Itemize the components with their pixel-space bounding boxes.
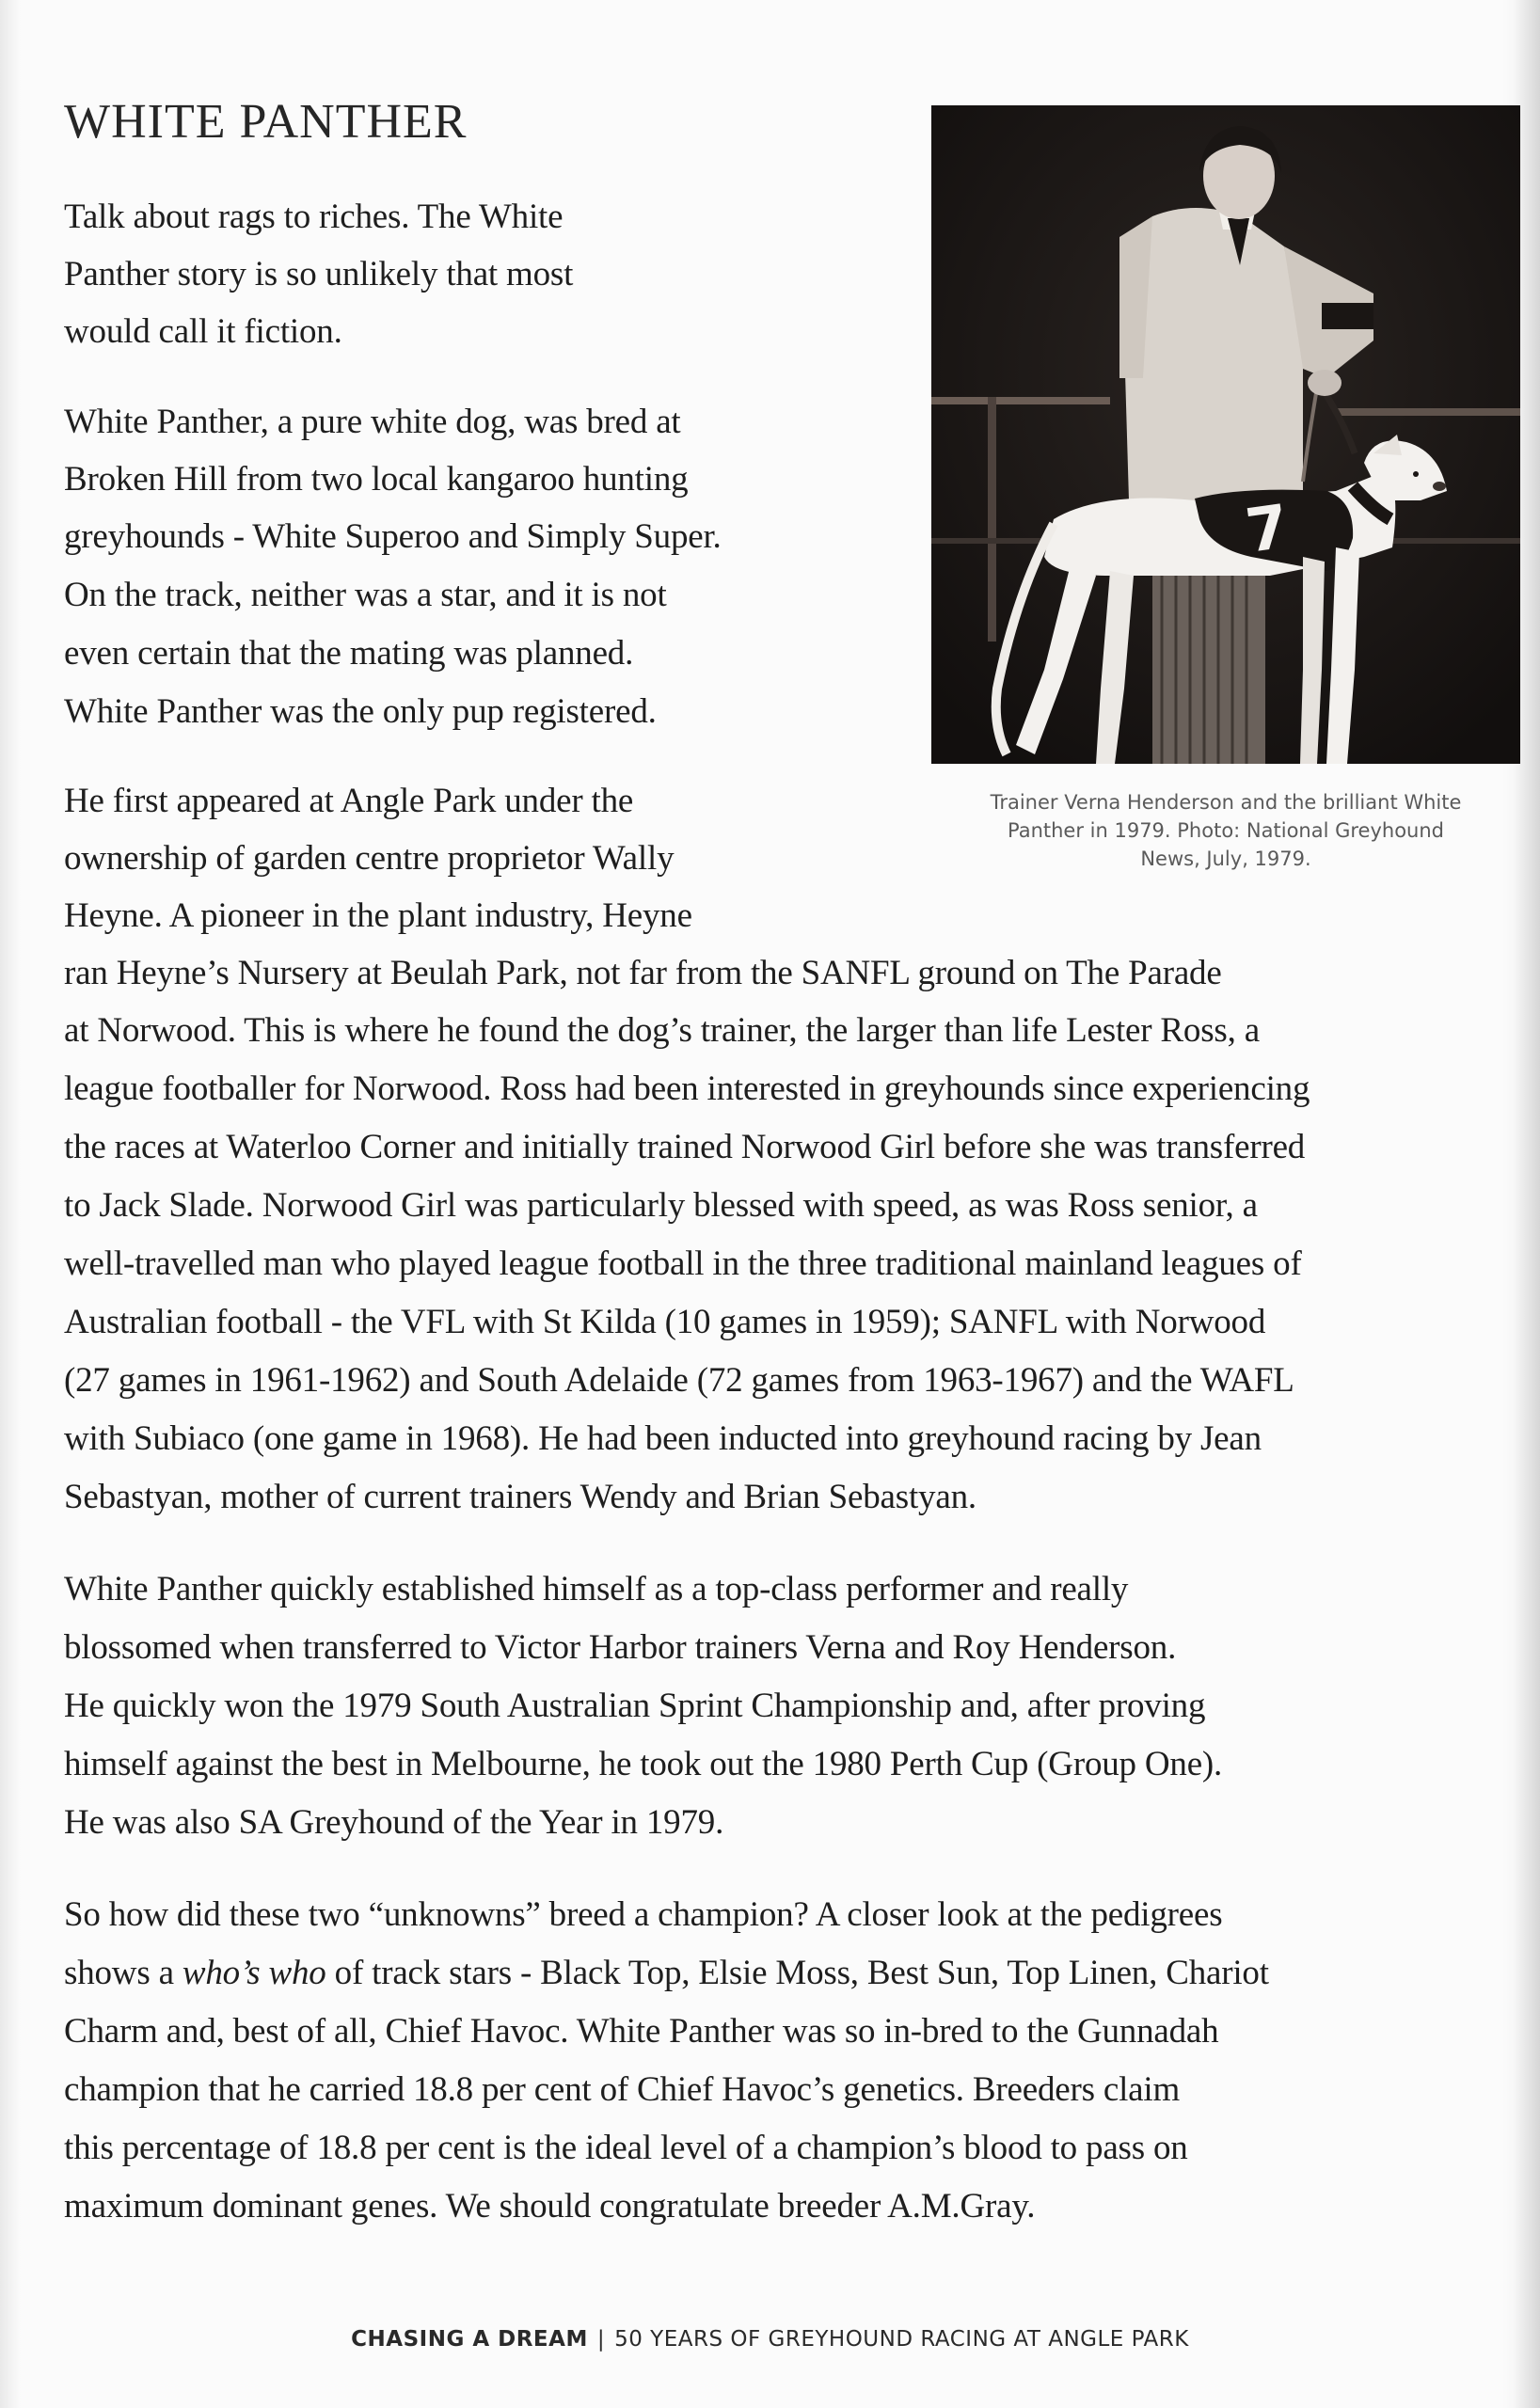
text-line: He first appeared at Angle Park under the bbox=[64, 782, 634, 820]
text-line-with-italic bbox=[64, 1956, 1269, 1990]
armband bbox=[1322, 303, 1373, 329]
running-footer bbox=[0, 2327, 1540, 2352]
text-line: the races at Waterloo Corner and initially trained Norwood Girl before she was transferred bbox=[64, 1128, 1306, 1166]
caption-line: Trainer Verna Henderson and the brilliant White bbox=[990, 791, 1462, 814]
text-line: So how did these two “unknowns” breed a champion? A closer look at the pedigrees bbox=[64, 1895, 1223, 1934]
text-line: He was also SA Greyhound of the Year in 1979. bbox=[64, 1803, 724, 1842]
text-line: well-travelled man who played league football in the three traditional mainland leagues of bbox=[64, 1244, 1302, 1283]
page-edge-shadow-left bbox=[0, 0, 21, 2408]
rug-number: 7 bbox=[1241, 492, 1294, 567]
text-line: league footballer for Norwood. Ross had been interested in greyhounds since experiencing bbox=[64, 1069, 1310, 1108]
text-line: Australian football - the VFL with St Kilda (10 games in 1959); SANFL with Norwood bbox=[64, 1303, 1266, 1341]
text-line: He quickly won the 1979 South Australian Sprint Championship and, after proving bbox=[64, 1687, 1206, 1725]
caption-line: Panther in 1979. Photo: National Greyhound bbox=[1007, 819, 1445, 842]
text-line: White Panther was the only pup registered. bbox=[64, 692, 657, 731]
text-line: Charm and, best of all, Chief Havoc. White Panther was so in-bred to the Gunnadah bbox=[64, 2012, 1219, 2051]
text-line: himself against the best in Melbourne, he took out the 1980 Perth Cup (Group One). bbox=[64, 1745, 1223, 1783]
footer-separator: | bbox=[596, 2327, 606, 2352]
text-span: shows a bbox=[64, 1954, 183, 1992]
fence-rail bbox=[931, 397, 1110, 404]
photo-caption bbox=[927, 788, 1525, 873]
text-line: even certain that the mating was planned. bbox=[64, 634, 634, 673]
text-line: this percentage of 18.8 per cent is the ideal level of a champion’s blood to pass on bbox=[64, 2129, 1188, 2167]
photo-trainer-and-greyhound bbox=[931, 105, 1520, 764]
text-line: maximum dominant genes. We should congratulate breeder A.M.Gray. bbox=[64, 2187, 1036, 2226]
fence-rail bbox=[1336, 408, 1520, 416]
trainer-hand bbox=[1308, 370, 1342, 396]
text-line: White Panther quickly established himself as a top-class performer and really bbox=[64, 1570, 1129, 1608]
footer-subtitle: 50 YEARS OF GREYHOUND RACING AT ANGLE PARK bbox=[614, 2327, 1189, 2352]
greyhound-eye bbox=[1413, 471, 1419, 477]
photo-illustration bbox=[931, 105, 1520, 764]
text-line: would call it fiction. bbox=[64, 312, 342, 351]
text-line: with Subiaco (one game in 1968). He had been inducted into greyhound racing by Jean bbox=[64, 1419, 1262, 1458]
italic-phrase: who’s who bbox=[182, 1954, 326, 1992]
text-line: greyhounds - White Superoo and Simply Super. bbox=[64, 517, 722, 556]
text-line: Sebastyan, mother of current trainers Wendy and Brian Sebastyan. bbox=[64, 1478, 976, 1516]
trainer-coat bbox=[1124, 208, 1303, 500]
text-line: Heyne. A pioneer in the plant industry, Heyne bbox=[64, 896, 692, 935]
greyhound-nose bbox=[1433, 482, 1446, 491]
text-line: Broken Hill from two local kangaroo hunting bbox=[64, 460, 689, 499]
text-line: Talk about rags to riches. The White bbox=[64, 198, 564, 236]
text-line: On the track, neither was a star, and it is not bbox=[64, 576, 667, 614]
text-line: ownership of garden centre proprietor Wally bbox=[64, 839, 675, 878]
text-line: blossomed when transferred to Victor Harbor trainers Verna and Roy Henderson. bbox=[64, 1628, 1177, 1667]
caption-line: News, July, 1979. bbox=[1140, 848, 1311, 870]
text-span: of track stars - Black Top, Elsie Moss, Best Sun, Top Linen, Chariot bbox=[325, 1954, 1269, 1992]
text-line: Panther story is so unlikely that most bbox=[64, 255, 574, 293]
text-line: to Jack Slade. Norwood Girl was particularly blessed with speed, as was Ross senior, a bbox=[64, 1186, 1258, 1225]
text-line: champion that he carried 18.8 per cent of Chief Havoc’s genetics. Breeders claim bbox=[64, 2070, 1181, 2109]
fence-post bbox=[988, 397, 996, 642]
text-line: White Panther, a pure white dog, was bred at bbox=[64, 403, 681, 441]
article-title: WHITE PANTHER bbox=[64, 95, 468, 149]
text-line: (27 games in 1961-1962) and South Adelaide (72 games from 1963-1967) and the WAFL bbox=[64, 1361, 1294, 1400]
text-line: ran Heyne’s Nursery at Beulah Park, not far from the SANFL ground on The Parade bbox=[64, 954, 1222, 992]
text-line: at Norwood. This is where he found the dog’s trainer, the larger than life Lester Ross, a bbox=[64, 1011, 1260, 1050]
footer-book-title: CHASING A DREAM bbox=[351, 2327, 588, 2352]
